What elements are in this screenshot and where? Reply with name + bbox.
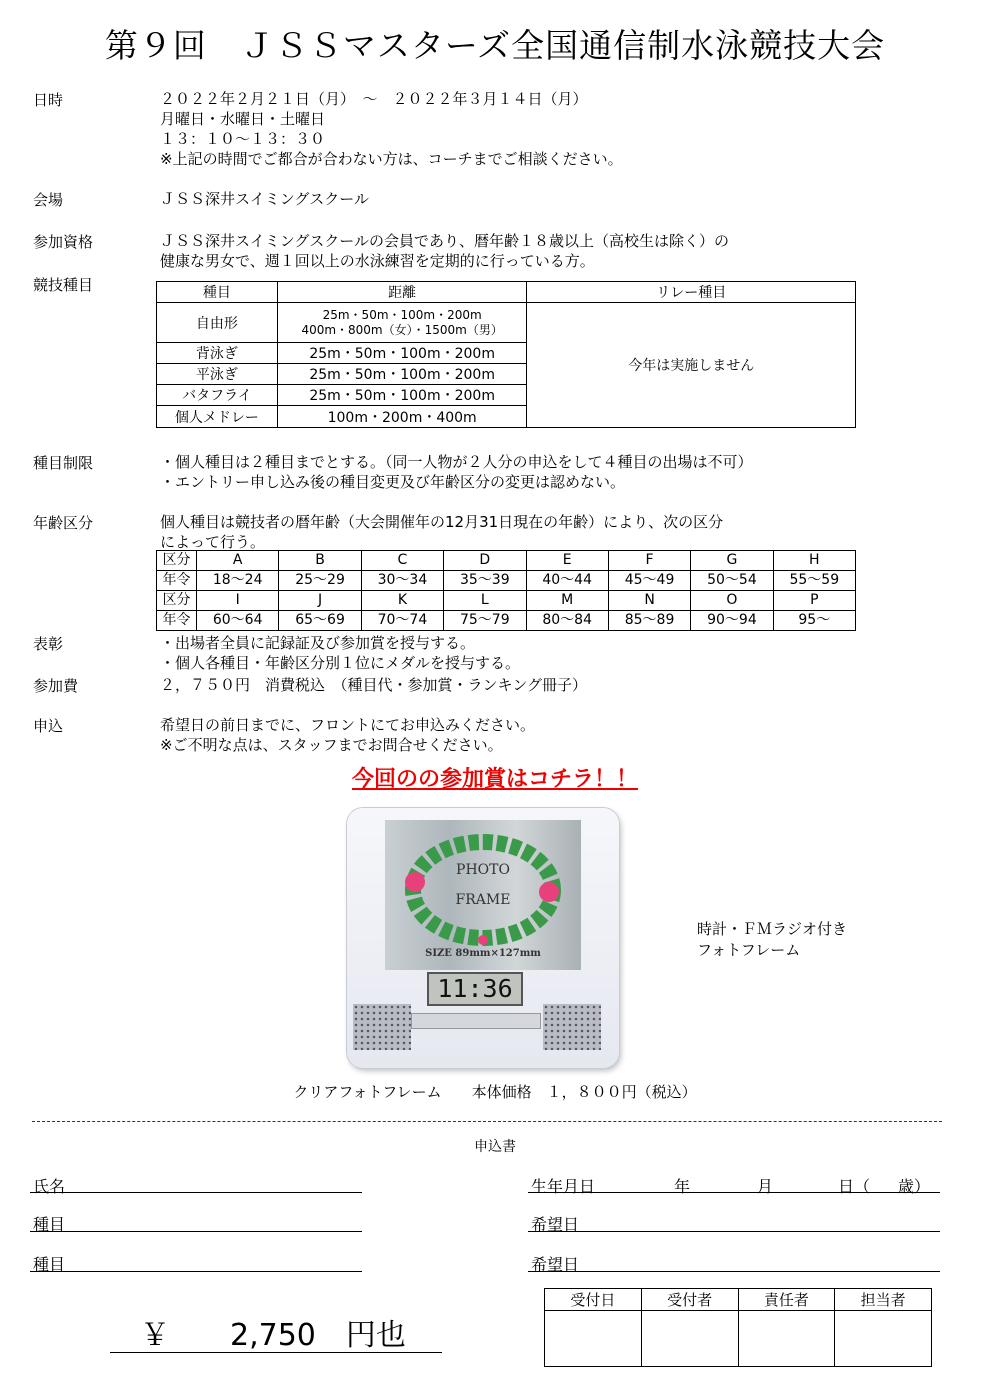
- event-distance: 100m・200m・400m: [277, 406, 527, 428]
- page-title: 第９回 ＪＳＳマスターズ全国通信制水泳競技大会: [104, 26, 886, 65]
- clock-display: 11:36: [427, 972, 523, 1006]
- events-header: 種目: [157, 282, 278, 303]
- events-table: [156, 281, 856, 428]
- event-distance-line: 25m・50m・100m・200m: [322, 307, 482, 322]
- name-field[interactable]: [30, 1192, 362, 1193]
- age-line: によって行う。: [160, 533, 266, 551]
- eligibility-line: ＪＳＳ深井スイミングスクールの会員であり、暦年齢１８歳以上（高校生は除く）の: [160, 232, 729, 250]
- event-distance-line: 400m・800m（女）・1500m（男）: [301, 322, 503, 337]
- eligibility-values: [160, 231, 729, 271]
- apply-line: ※ご不明な点は、スタッフまでお問合せください。: [160, 736, 503, 754]
- event-stroke: 平泳ぎ: [157, 364, 278, 385]
- photo-size-text: SIZE 89mm×127mm: [425, 948, 541, 959]
- event1-label: 種目: [33, 1215, 66, 1234]
- age-group-cell: H: [773, 551, 855, 571]
- restrictions-values: [160, 452, 753, 492]
- age-range-cell: 65～69: [279, 611, 361, 631]
- age-range-cell: 60～64: [197, 611, 279, 631]
- schedule-label: 日時: [33, 91, 64, 109]
- apply-values: [160, 715, 535, 755]
- event-stroke: バタフライ: [157, 385, 278, 406]
- restrictions-line: ・個人種目は２種目までとする。（同一人物が２人分の申込をして４種目の出場は不可）: [160, 453, 753, 471]
- age-range-cell: 80～84: [526, 611, 608, 631]
- event-stroke: 個人メドレー: [157, 406, 278, 428]
- event-distance: 25m・50m・100m・200m: [277, 343, 527, 364]
- age-group-cell: N: [608, 591, 690, 611]
- age-group-cell: B: [279, 551, 361, 571]
- speaker-left-icon: [353, 1004, 411, 1050]
- relay-cell: 今年は実施しません: [527, 303, 856, 428]
- form-title: 申込書: [474, 1139, 516, 1155]
- age-group-cell: P: [773, 591, 855, 611]
- age-range-cell: 25～29: [279, 571, 361, 591]
- venue-value: ＪＳＳ深井スイミングスクール: [160, 190, 369, 208]
- age-range-cell: 70～74: [361, 611, 443, 631]
- age-line: 個人種目は競技者の暦年齢（大会開催年の12月31日現在の年齢）により、次の区分: [160, 513, 724, 531]
- receipt-header: 受付日: [545, 1289, 642, 1311]
- speaker-right-icon: [543, 1004, 601, 1050]
- photo-area: [385, 820, 581, 970]
- event-stroke: 背泳ぎ: [157, 343, 278, 364]
- birth-label: 生年月日: [531, 1177, 596, 1196]
- prize-caption: クリアフォトフレーム 本体価格 １，８００円（税込）: [293, 1083, 697, 1101]
- age-range-cell: 18～24: [197, 571, 279, 591]
- amount-text: ￥ 2,750 円也: [140, 1318, 406, 1353]
- age-group-cell: E: [526, 551, 608, 571]
- schedule-line: ２０２２年２月２１日（月） ～ ２０２２年３月１４日（月）: [160, 90, 588, 108]
- cut-line: [32, 1121, 942, 1122]
- age-group-cell: D: [444, 551, 526, 571]
- birth-day-label: 日（: [838, 1177, 871, 1196]
- age-suffix-label: 歳）: [898, 1177, 931, 1196]
- fee-label: 参加費: [33, 677, 79, 695]
- age-range-cell: 35～39: [444, 571, 526, 591]
- event-distance: [277, 303, 527, 343]
- prize-desc-line: 時計・ＦＭラジオ付き: [697, 920, 848, 938]
- photo-frame-clock-image: [347, 808, 619, 1068]
- event-distance: 25m・50m・100m・200m: [277, 385, 527, 406]
- age-group-cell: I: [197, 591, 279, 611]
- age-group-cell: L: [444, 591, 526, 611]
- age-range-cell: 85～89: [608, 611, 690, 631]
- receipt-cell[interactable]: [835, 1311, 932, 1367]
- event2-label: 種目: [33, 1255, 66, 1274]
- schedule-line: １３：１０～１３：３０: [160, 130, 326, 148]
- receipt-cell[interactable]: [738, 1311, 835, 1367]
- eligibility-line: 健康な男女で、週１回以上の水泳練習を定期的に行っている方。: [160, 252, 595, 270]
- venue-label: 会場: [33, 191, 64, 209]
- age-group-cell: J: [279, 591, 361, 611]
- awards-values: [160, 633, 520, 673]
- schedule-line: 月曜日・水曜日・土曜日: [160, 110, 326, 128]
- fee-value: ２，７５０円 消費税込 （種目代・参加賞・ランキング冊子）: [160, 676, 588, 694]
- control-buttons: [411, 1013, 541, 1029]
- age-range-cell: 50～54: [691, 571, 773, 591]
- wish2-label: 希望日: [531, 1255, 580, 1274]
- age-row-label: 年令: [157, 611, 197, 631]
- age-group-cell: C: [361, 551, 443, 571]
- schedule-line: ※上記の時間でご都合が合わない方は、コーチまでご相談ください。: [160, 150, 623, 168]
- receipt-header: 責任者: [738, 1289, 835, 1311]
- age-row-label: 年令: [157, 571, 197, 591]
- schedule-values: [160, 89, 623, 169]
- receipt-header: 担当者: [835, 1289, 932, 1311]
- wish1-field[interactable]: [528, 1231, 940, 1232]
- event2-field[interactable]: [30, 1271, 362, 1272]
- wish2-field[interactable]: [528, 1271, 940, 1272]
- eligibility-label: 参加資格: [33, 233, 94, 251]
- events-header: 距離: [277, 282, 527, 303]
- age-range-cell: 40～44: [526, 571, 608, 591]
- birth-month-label: 月: [757, 1177, 774, 1196]
- age-table: [156, 550, 856, 631]
- age-range-cell: 55～59: [773, 571, 855, 591]
- apply-label: 申込: [33, 717, 64, 735]
- age-group-cell: F: [608, 551, 690, 571]
- prize-description: [697, 919, 847, 961]
- age-row-label: 区分: [157, 551, 197, 571]
- awards-line: ・個人各種目・年齢区分別１位にメダルを授与する。: [160, 654, 521, 672]
- awards-line: ・出場者全員に記録証及び参加賞を授与する。: [160, 634, 476, 652]
- event1-field[interactable]: [30, 1231, 362, 1232]
- photo-text-1: PHOTO: [456, 862, 510, 878]
- age-range-cell: 30～34: [361, 571, 443, 591]
- restrictions-label: 種目制限: [33, 454, 94, 472]
- receipt-table: [544, 1288, 932, 1367]
- wish1-label: 希望日: [531, 1215, 580, 1234]
- age-values: [160, 512, 723, 552]
- events-header: リレー種目: [527, 282, 856, 303]
- prize-headline: 今回のの参加賞はコチラ！！: [351, 767, 638, 792]
- apply-line: 希望日の前日までに、フロントにてお申込みください。: [160, 716, 536, 734]
- age-group-cell: M: [526, 591, 608, 611]
- age-range-cell: 90～94: [691, 611, 773, 631]
- age-range-cell: 45～49: [608, 571, 690, 591]
- age-group-cell: K: [361, 591, 443, 611]
- name-label: 氏名: [33, 1177, 66, 1196]
- prize-desc-line: フォトフレーム: [697, 941, 801, 959]
- awards-label: 表彰: [33, 635, 64, 653]
- amount-underline: [110, 1352, 442, 1353]
- receipt-cell[interactable]: [545, 1311, 642, 1367]
- events-label: 競技種目: [33, 276, 94, 294]
- event-stroke: 自由形: [157, 303, 278, 343]
- receipt-cell[interactable]: [641, 1311, 738, 1367]
- age-label: 年齢区分: [33, 514, 94, 532]
- restrictions-line: ・エントリー申し込み後の種目変更及び年齢区分の変更は認めない。: [160, 473, 626, 491]
- age-range-cell: 95～: [773, 611, 855, 631]
- age-row-label: 区分: [157, 591, 197, 611]
- age-group-cell: A: [197, 551, 279, 571]
- receipt-header: 受付者: [641, 1289, 738, 1311]
- photo-text-2: FRAME: [455, 892, 511, 908]
- age-group-cell: G: [691, 551, 773, 571]
- age-range-cell: 75～79: [444, 611, 526, 631]
- event-distance: 25m・50m・100m・200m: [277, 364, 527, 385]
- age-group-cell: O: [691, 591, 773, 611]
- birth-field[interactable]: [528, 1192, 940, 1193]
- birth-year-label: 年: [674, 1177, 691, 1196]
